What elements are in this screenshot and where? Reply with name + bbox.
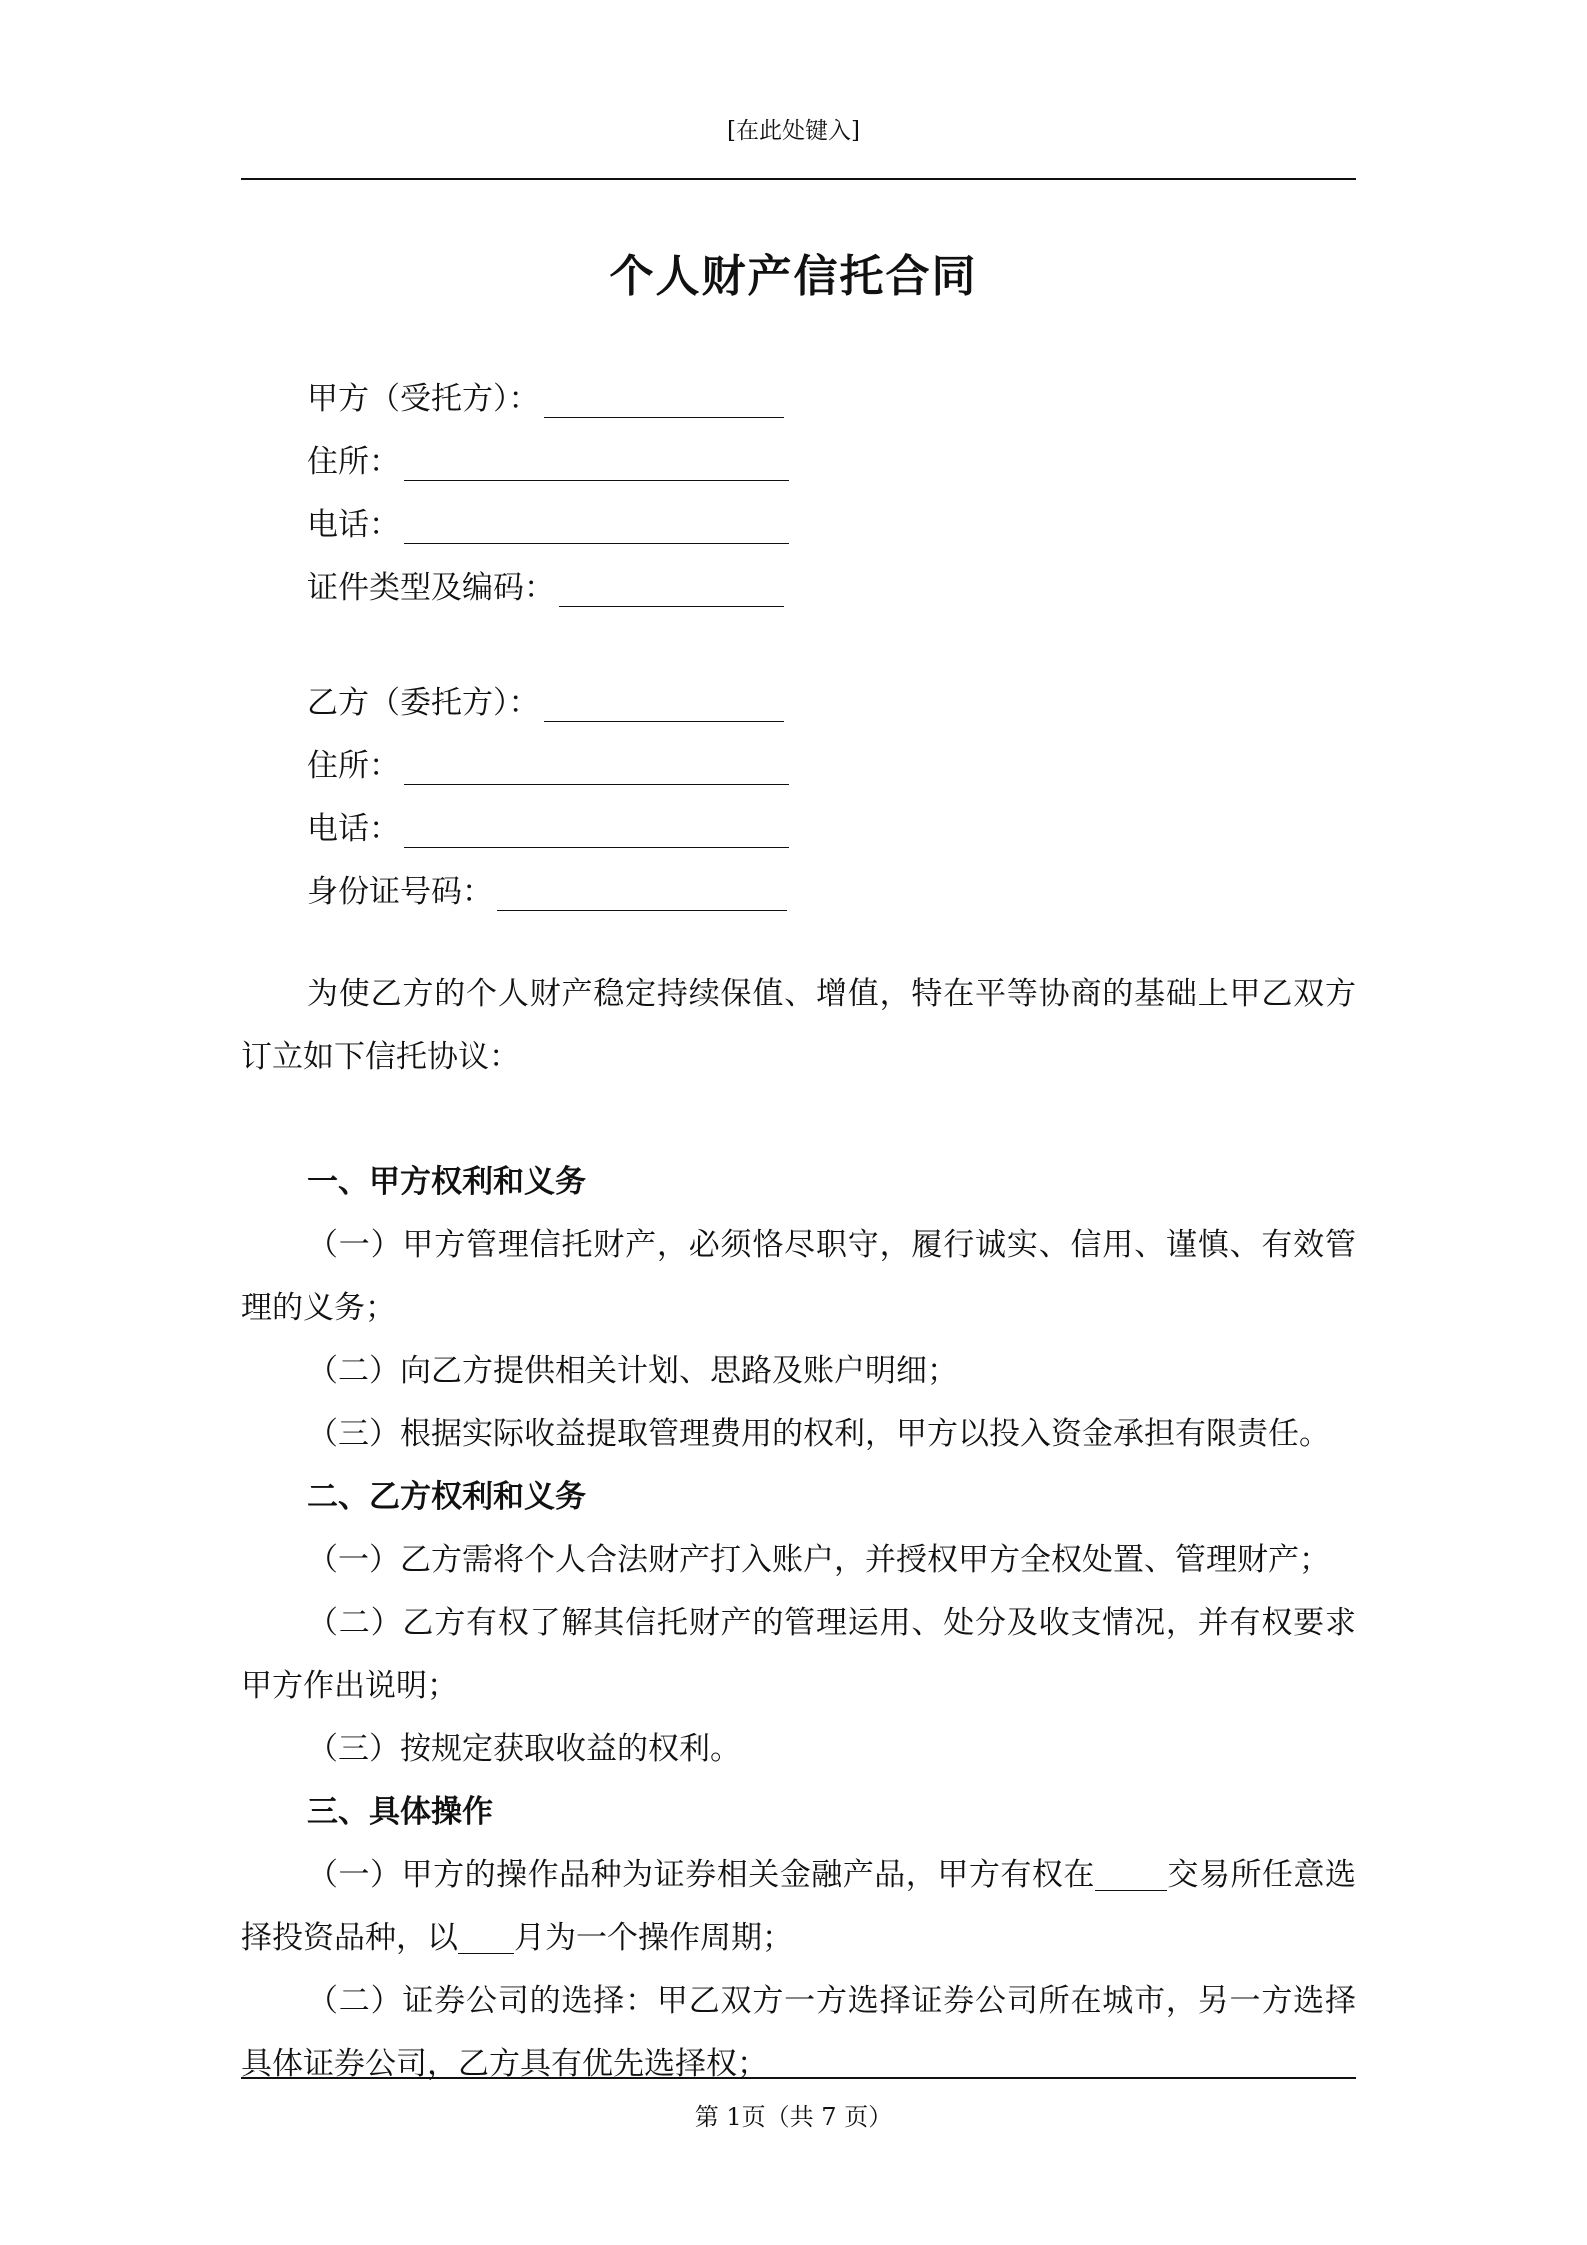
party-b-id-label: 身份证号码： — [307, 874, 493, 910]
document-title: 个人财产信托合同 — [609, 251, 978, 302]
intro-paragraph: 为使乙方的个人财产稳定持续保值、增值，特在平等协商的基础上甲乙双方订立如下信托协议： — [241, 976, 1356, 1075]
exchange-blank — [1095, 1860, 1167, 1891]
party-b-id-blank — [497, 880, 787, 911]
section-2-item-1: （一）乙方需将个人合法财产打入账户，并授权甲方全权处置、管理财产； — [307, 1542, 1330, 1578]
party-a-phone-blank — [404, 513, 789, 544]
section-3-item-1-part-b: 交易所任意选择投资品种，以 — [241, 1857, 1357, 1956]
party-a-name-blank — [544, 387, 784, 418]
party-b-address-label: 住所： — [307, 748, 400, 784]
party-a-address-label: 住所： — [307, 444, 400, 480]
section-1-item-2: （二）向乙方提供相关计划、思路及账户明细； — [307, 1353, 958, 1389]
section-2-heading: 二、乙方权利和义务 — [307, 1479, 586, 1515]
section-3-item-1-part-c: 月为一个操作周期； — [514, 1920, 793, 1956]
section-2-item-3: （三）按规定获取收益的权利。 — [307, 1731, 741, 1767]
party-b-phone-field — [241, 785, 1356, 848]
section-3-item-1-part-a: （一）甲方的操作品种为证券相关金融产品，甲方有权在 — [307, 1857, 1095, 1893]
party-b-id-field — [241, 848, 1356, 911]
section-1-item-1: （一）甲方管理信托财产，必须恪尽职守，履行诚实、信用、谨慎、有效管理的义务； — [241, 1227, 1356, 1326]
section-2-item-2: （二）乙方有权了解其信托财产的管理运用、处分及收支情况，并有权要求甲方作出说明； — [241, 1605, 1356, 1704]
party-a-id-label: 证件类型及编码： — [307, 570, 555, 606]
party-b-name-field — [241, 659, 1356, 722]
footer-divider — [241, 2077, 1356, 2079]
document-body — [241, 355, 1356, 2096]
section-3-item-2: （二）证券公司的选择：甲乙双方一方选择证券公司所在城市，另一方选择具体证券公司，乙方具有优先选择权； — [241, 1983, 1356, 2082]
party-b-name-blank — [544, 691, 784, 722]
section-1-item-3: （三）根据实际收益提取管理费用的权利，甲方以投入资金承担有限责任。 — [307, 1416, 1330, 1452]
party-b-phone-blank — [404, 817, 789, 848]
page-header[interactable]: [在此处键入] — [727, 118, 860, 144]
party-a-phone-label: 电话： — [307, 507, 400, 543]
party-a-address-field — [241, 418, 1356, 481]
section-3-heading: 三、具体操作 — [307, 1794, 493, 1830]
party-b-name-label: 乙方（委托方）： — [307, 685, 540, 721]
party-a-name-field — [241, 355, 1356, 418]
section-1-heading: 一、甲方权利和义务 — [307, 1164, 586, 1200]
party-a-id-field — [241, 544, 1356, 607]
party-b-phone-label: 电话： — [307, 811, 400, 847]
period-months-blank — [458, 1923, 514, 1954]
party-a-phone-field — [241, 481, 1356, 544]
party-a-address-blank — [404, 450, 789, 481]
party-b-address-field — [241, 722, 1356, 785]
page-number: 第 1页（共 7 页） — [694, 2103, 893, 2131]
section-3-item-1 — [241, 1844, 1356, 1970]
party-b-address-blank — [404, 754, 789, 785]
party-a-id-blank — [559, 576, 784, 607]
header-divider — [241, 178, 1356, 180]
party-a-name-label: 甲方（受托方）： — [307, 381, 540, 417]
